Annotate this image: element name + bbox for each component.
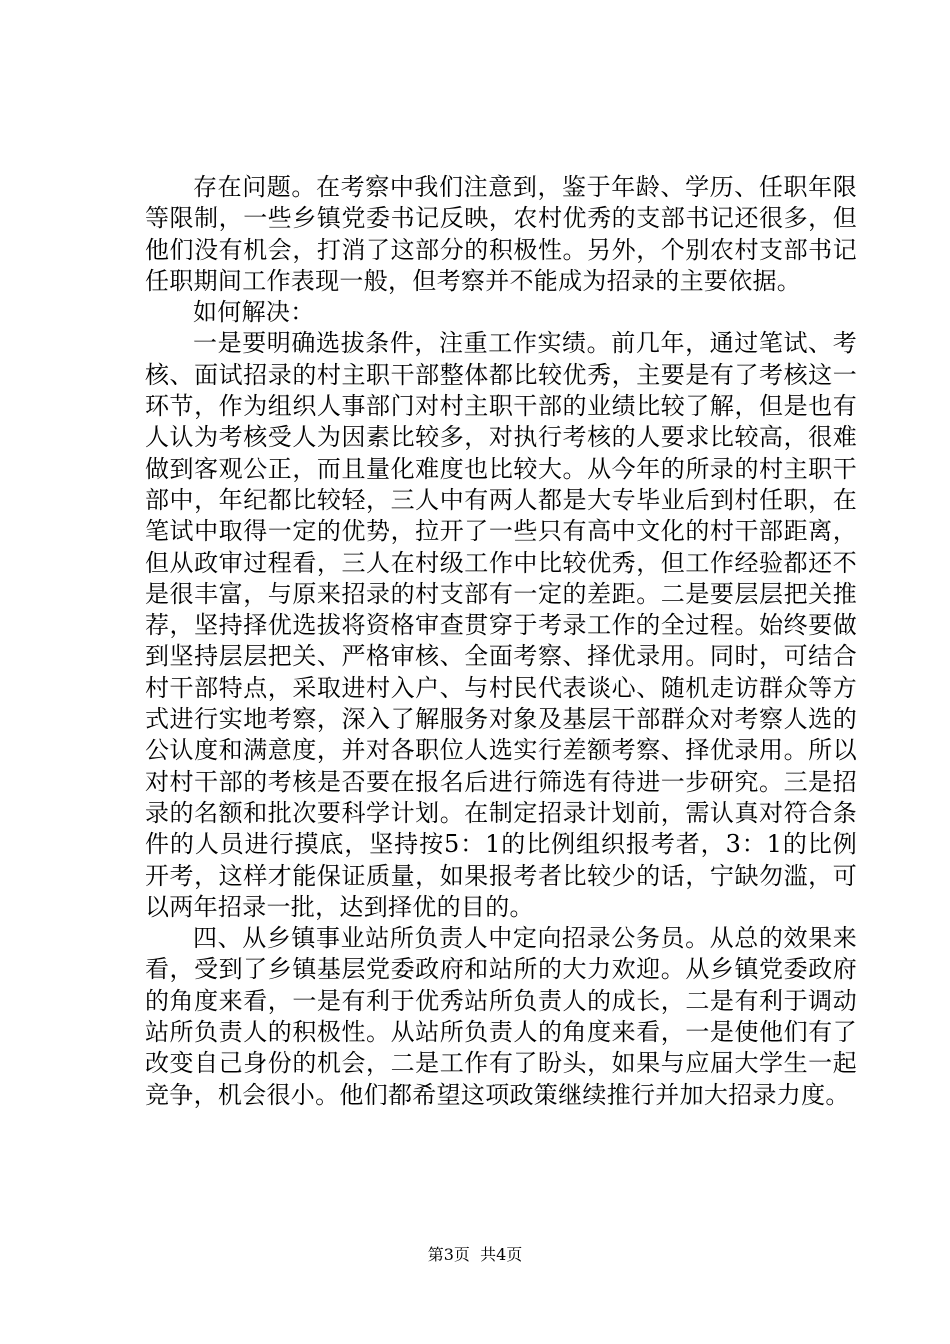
document-body xyxy=(145,172,857,1111)
paragraph-solutions: 一是要明确选拔条件，注重工作实绩。前几年，通过笔试、考核、面试招录的村主职干部整体都比较优秀，主要是有了考核这一环节，作为组织人事部门对村主职干部的业绩比较了解，但是也有人认为考核受人为因素比较多，对执行考核的人要求比较高，很难做到客观公正，而且量化难度也比较大。从今年的所录的村主职干部中，年纪都比较轻，三人中有两人都是大专毕业后到村任职，在笔试中取得一定的优势，拉开了一些只有高中文化的村干部距离，但从政审过程看，三人在村级工作中比较优秀，但工作经验都还不是很丰富，与原来招录的村支部有一定的差距。二是要层层把关推荐，坚持择优选拔将资格审查贯穿于考录工作的全过程。始终要做到坚持层层把关、严格审核、全面考察、择优录用。同时，可结合村干部特点，采取进村入户、与村民代表谈心、随机走访群众等方式进行实地考察，深入了解服务对象及基层干部群众对考察人选的公认度和满意度，并对各职位人选实行差额考察、择优录用。所以对村干部的考核是否要在报名后进行筛选有待进一步研究。三是招录的名额和批次要科学计划。在制定招录计划前，需认真对符合条件的人员进行摸底，坚持按5：1的比例组织报考者，3：1的比例开考，这样才能保证质量，如果报考者比较少的话，宁缺勿滥，可以两年招录一批，达到择优的目的。 xyxy=(145,329,857,921)
paragraph-section-four: 四、从乡镇事业站所负责人中定向招录公务员。从总的效果来看，受到了乡镇基层党委政府和站所的大力欢迎。从乡镇党委政府的角度来看，一是有利于优秀站所负责人的成长，二是有利于调动站所负责人的积极性。从站所负责人的角度来看，一是使他们有了改变自己身份的机会，二是工作有了盼头，如果与应届大学生一起竞争，机会很小。他们都希望这项政策继续推行并加大招录力度。 xyxy=(145,924,857,1109)
paragraph-how-to-solve: 如何解决： xyxy=(193,298,315,327)
paragraph-problems: 存在问题。在考察中我们注意到，鉴于年龄、学历、任职年限等限制，一些乡镇党委书记反映，农村优秀的支部书记还很多，但他们没有机会，打消了这部分的积极性。另外，个别农村支部书记任职期间工作表现一般，但考察并不能成为招录的主要依据。 xyxy=(145,173,857,295)
page-number-footer: 第3页 共4页 xyxy=(427,1245,523,1264)
